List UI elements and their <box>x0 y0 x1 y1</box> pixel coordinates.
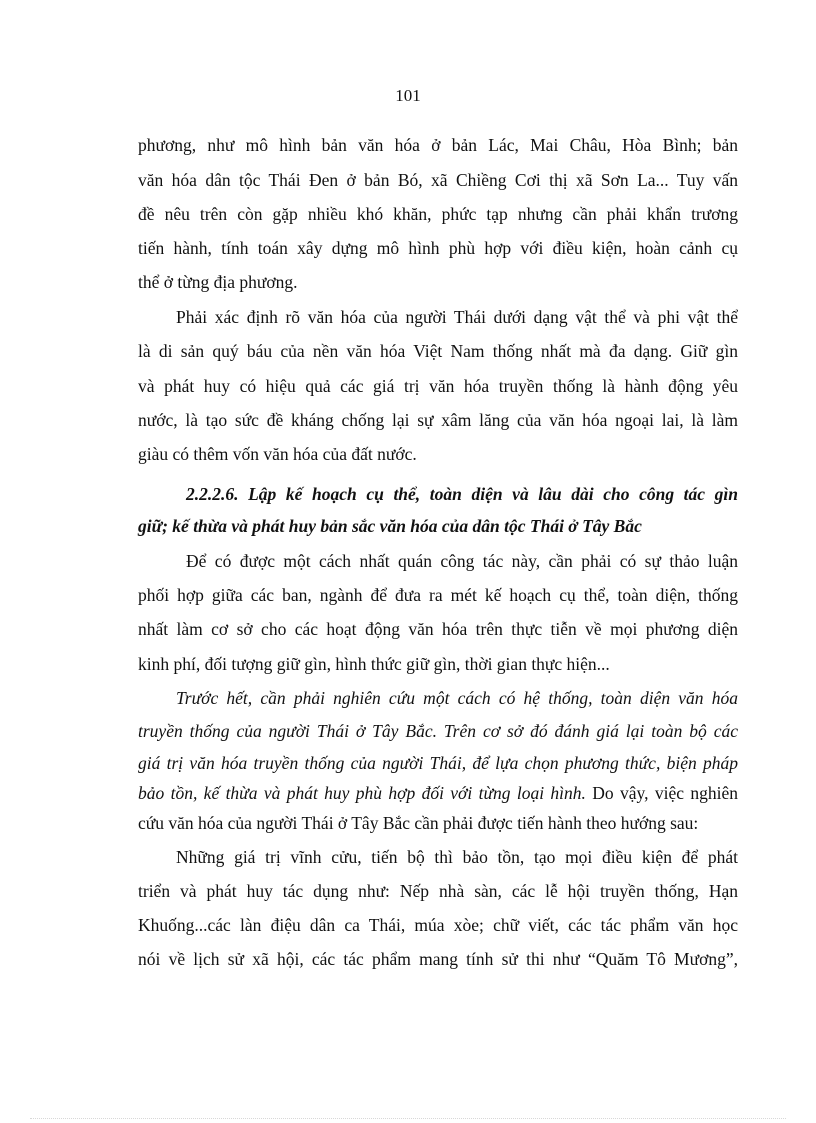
paragraph-1-line: văn hóa dân tộc Thái Đen ở bản Bó, xã Chiềng Cơi thị xã Sơn La... Tuy vấn <box>138 170 738 190</box>
paragraph-5-line: Những giá trị vĩnh cửu, tiến bộ thì bảo tồn, tạo mọi điều kiện để phát <box>176 847 738 867</box>
paragraph-1-line: thể ở từng địa phương. <box>138 272 298 292</box>
footer-divider <box>30 1118 786 1119</box>
paragraph-4-line: giá trị văn hóa truyền thống của người Thái, để lựa chọn phương thức, biện pháp <box>138 753 738 773</box>
paragraph-2-line: nước, là tạo sức đề kháng chống lại sự xâm lăng của văn hóa ngoại lai, là làm <box>138 410 738 430</box>
paragraph-3-line: kinh phí, đối tượng giữ gìn, hình thức giữ gìn, thời gian thực hiện... <box>138 654 610 674</box>
paragraph-5-line: Khuống...các làn điệu dân ca Thái, múa xòe; chữ viết, các tác phẩm văn học <box>138 915 738 935</box>
paragraph-2-line: giàu có thêm vốn văn hóa của đất nước. <box>138 444 417 464</box>
paragraph-1-line: đề nêu trên còn gặp nhiều khó khăn, phức tạp nhưng cần phải khẩn trương <box>138 204 738 224</box>
paragraph-2-line: là di sản quý báu của nền văn hóa Việt Nam thống nhất mà đa dạng. Giữ gìn <box>138 341 738 361</box>
paragraph-3-line: phối hợp giữa các ban, ngành để đưa ra mét kế hoạch cụ thể, toàn diện, thống <box>138 585 738 605</box>
page-number: 101 <box>395 86 421 105</box>
paragraph-1-line: phương, như mô hình bản văn hóa ở bản Lác, Mai Châu, Hòa Bình; bản <box>138 135 738 155</box>
paragraph-3-line: nhất làm cơ sở cho các hoạt động văn hóa trên thực tiễn về mọi phương diện <box>138 619 738 639</box>
paragraph-3-line: Để có được một cách nhất quán công tác này, cần phải có sự thảo luận <box>186 551 738 571</box>
paragraph-4-line <box>138 785 738 803</box>
paragraph-5-line: nói về lịch sử xã hội, các tác phẩm mang tính sử thi như “Quăm Tô Mương”, <box>138 949 738 969</box>
paragraph-4-italic-span: bảo tồn, kế thừa và phát huy phù hợp đối với từng loại hình. <box>138 783 586 803</box>
paragraph-2-line: Phải xác định rõ văn hóa của người Thái dưới dạng vật thể và phi vật thể <box>176 307 738 327</box>
section-heading-line: 2.2.2.6. Lập kế hoạch cụ thể, toàn diện và lâu dài cho công tác gìn <box>186 484 738 504</box>
paragraph-4-line: truyền thống của người Thái ở Tây Bắc. Trên cơ sở đó đánh giá lại toàn bộ các <box>138 721 738 741</box>
paragraph-5-line: triển và phát huy tác dụng như: Nếp nhà sàn, các lễ hội truyền thống, Hạn <box>138 881 738 901</box>
section-heading-line: giữ; kế thừa và phát huy bản sắc văn hóa của dân tộc Thái ở Tây Bắc <box>138 516 642 536</box>
paragraph-1-line: tiến hành, tính toán xây dựng mô hình phù hợp với điều kiện, hoàn cảnh cụ <box>138 238 738 258</box>
paragraph-4-line: Trước hết, cần phải nghiên cứu một cách có hệ thống, toàn diện văn hóa <box>176 688 738 708</box>
paragraph-2-line: và phát huy có hiệu quả các giá trị văn hóa truyền thống là hành động yêu <box>138 376 738 396</box>
paragraph-4-normal-span: Do vậy, việc nghiên <box>585 783 738 803</box>
paragraph-4-line: cứu văn hóa của người Thái ở Tây Bắc cần phải được tiến hành theo hướng sau: <box>138 813 699 833</box>
